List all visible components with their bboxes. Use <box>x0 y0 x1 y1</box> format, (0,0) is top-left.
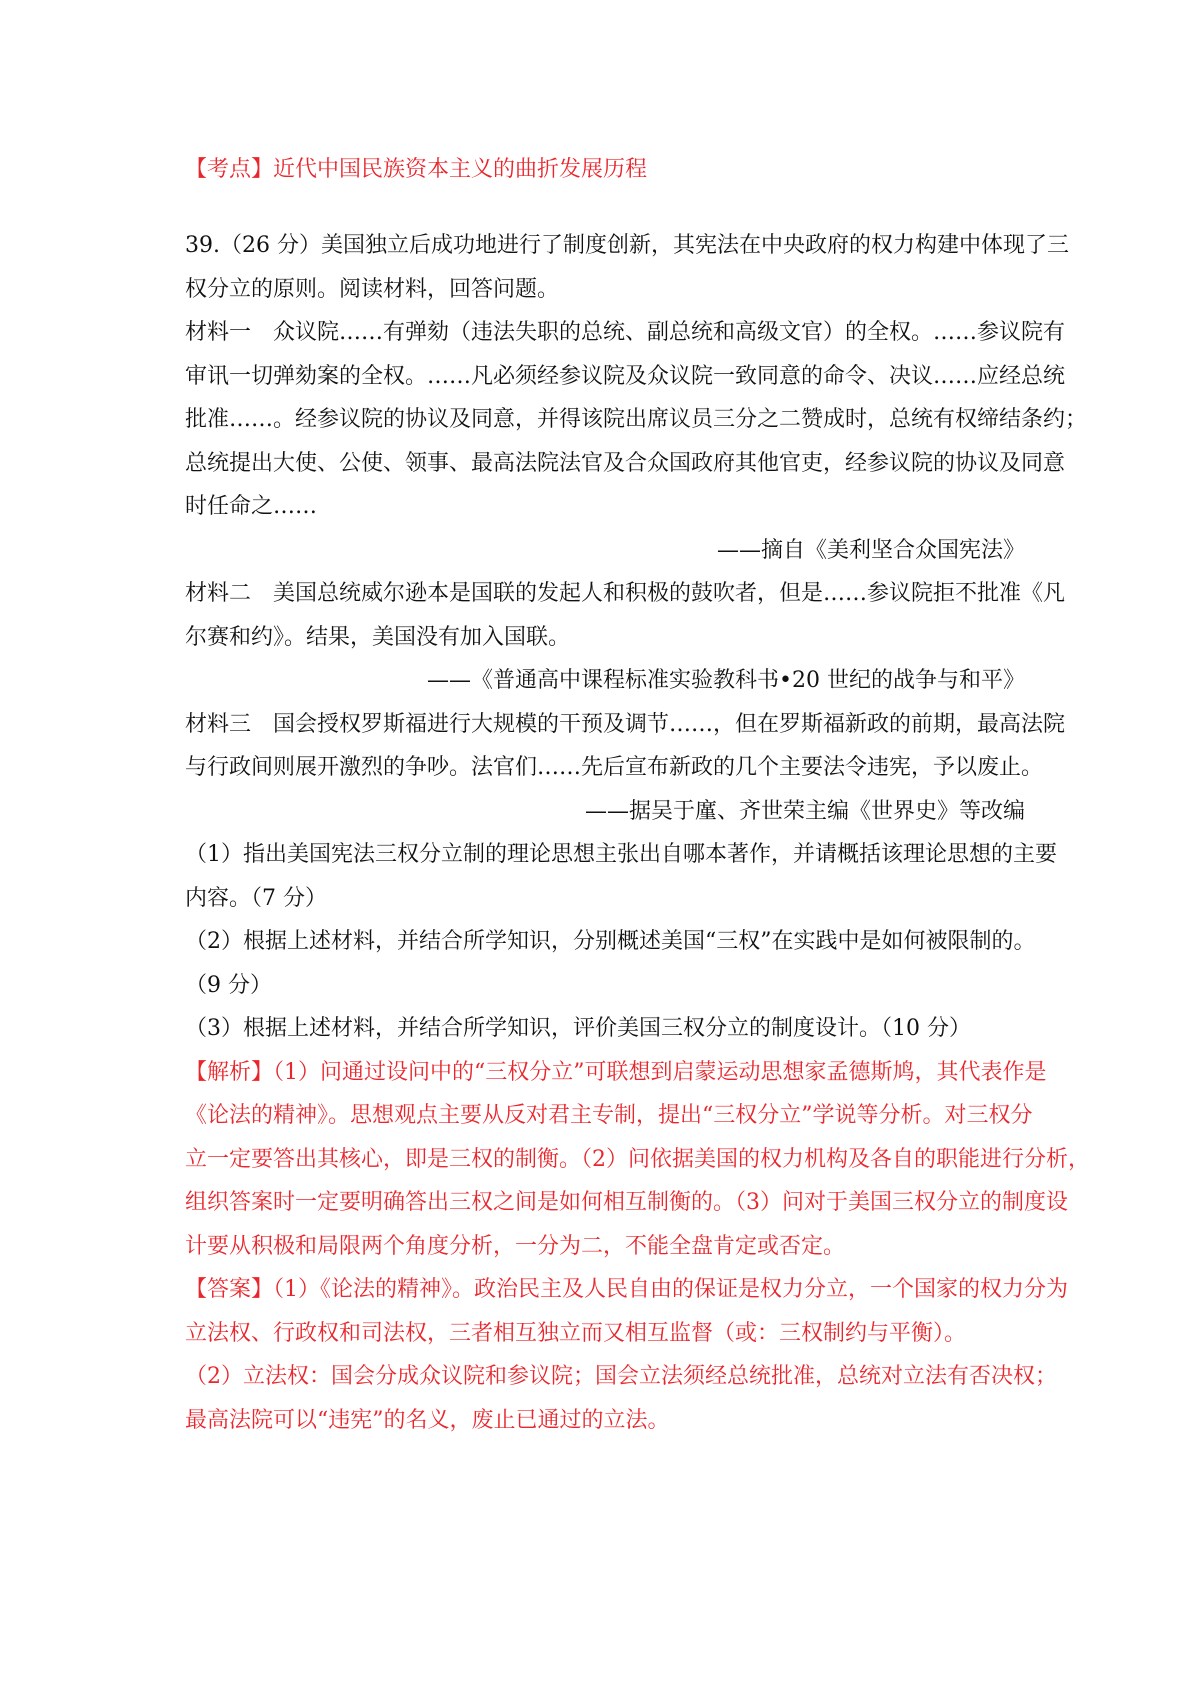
material-two-line: 尔赛和约》。结果，美国没有加入国联。 <box>185 625 571 650</box>
answer-line: 最高法院可以“违宪”的名义，废止已通过的立法。 <box>185 1408 670 1433</box>
analysis-tag: 【解析】 <box>185 1060 274 1085</box>
answer-line: 立法权、行政权和司法权，三者相互独立而又相互监督（或：三权制约与平衡）。 <box>185 1321 967 1346</box>
material-one-line: 总统提出大使、公使、领事、最高法院法官及合众国政府其他官吏，经参议院的协议及同意 <box>185 451 1066 476</box>
sub-question-line: （1）指出美国宪法三权分立制的理论思想主张出自哪本著作，并请概括该理论思想的主要 <box>185 842 1058 867</box>
analysis-text: （1）问通过设问中的“三权分立”可联想到启蒙运动思想家孟德斯鸠，其代表作是 <box>273 1060 1047 1085</box>
material-three-line: 材料三 国会授权罗斯福进行大规模的干预及调节……，但在罗斯福新政的前期，最高法院 <box>185 712 1066 737</box>
analysis-line: 立一定要答出其核心，即是三权的制衡。（2）问依据美国的权力机构及各自的职能进行分析， <box>185 1147 1091 1172</box>
material-one-line: 审讯一切弹劾案的全权。……凡必须经参议院及众议院一致同意的命令、决议……应经总统 <box>185 364 1066 389</box>
material-one-line: 材料一 众议院……有弹劾（违法失职的总统、副总统和高级文官）的全权。……参议院有 <box>185 320 1066 345</box>
answer-tag: 【答案】 <box>185 1277 274 1302</box>
question-stem-line: 39.（26 分）美国独立后成功地进行了制度创新，其宪法在中央政府的权力构建中体现了三 <box>185 233 1069 258</box>
analysis-line: 计要从积极和局限两个角度分析，一分为二，不能全盘肯定或否定。 <box>185 1234 846 1259</box>
sub-question-line: （3）根据上述材料，并结合所学知识，评价美国三权分立的制度设计。（10 分） <box>185 1016 971 1041</box>
material-one-source: ——摘自《美利坚合众国宪法》 <box>716 538 1025 563</box>
analysis-line <box>185 1058 1047 1088</box>
analysis-line: 《论法的精神》。思想观点主要从反对君主专制，提出“三权分立”学说等分析。对三权分 <box>185 1103 1033 1128</box>
sub-question-line: 内容。（7 分） <box>185 886 327 911</box>
kaodian-text: 近代中国民族资本主义的曲折发展历程 <box>273 157 648 182</box>
material-two-source: ——《普通高中课程标准实验教科书•20 世纪的战争与和平》 <box>427 668 1025 693</box>
sub-question-line: （2）根据上述材料，并结合所学知识，分别概述美国“三权”在实践中是如何被限制的。 <box>185 929 1036 954</box>
material-two-line: 材料二 美国总统威尔逊本是国联的发起人和积极的鼓吹者，但是……参议院拒不批准《凡 <box>185 581 1066 606</box>
analysis-line: 组织答案时一定要明确答出三权之间是如何相互制衡的。（3）问对于美国三权分立的制度设 <box>185 1190 1069 1215</box>
material-three-line: 与行政间则展开激烈的争吵。法官们……先后宣布新政的几个主要法令违宪，予以废止。 <box>185 755 1044 780</box>
material-one-line: 批准……。经参议院的协议及同意，并得该院出席议员三分之二赞成时，总统有权缔结条约； <box>185 407 1088 432</box>
kaodian-line <box>185 155 1025 185</box>
answer-line: （2）立法权：国会分成众议院和参议院；国会立法须经总统批准，总统对立法有否决权； <box>185 1364 1058 1389</box>
kaodian-tag: 【考点】 <box>185 157 274 182</box>
material-one-line: 时任命之…… <box>185 494 318 519</box>
sub-question-line: （9 分） <box>185 973 272 998</box>
material-three-source: ——据吴于廑、齐世荣主编《世界史》等改编 <box>584 799 1025 824</box>
answer-line <box>185 1275 1069 1305</box>
question-stem-line: 权分立的原则。阅读材料，回答问题。 <box>185 277 560 302</box>
answer-text: （1）《论法的精神》。政治民主及人民自由的保证是权力分立，一个国家的权力分为 <box>273 1277 1069 1302</box>
